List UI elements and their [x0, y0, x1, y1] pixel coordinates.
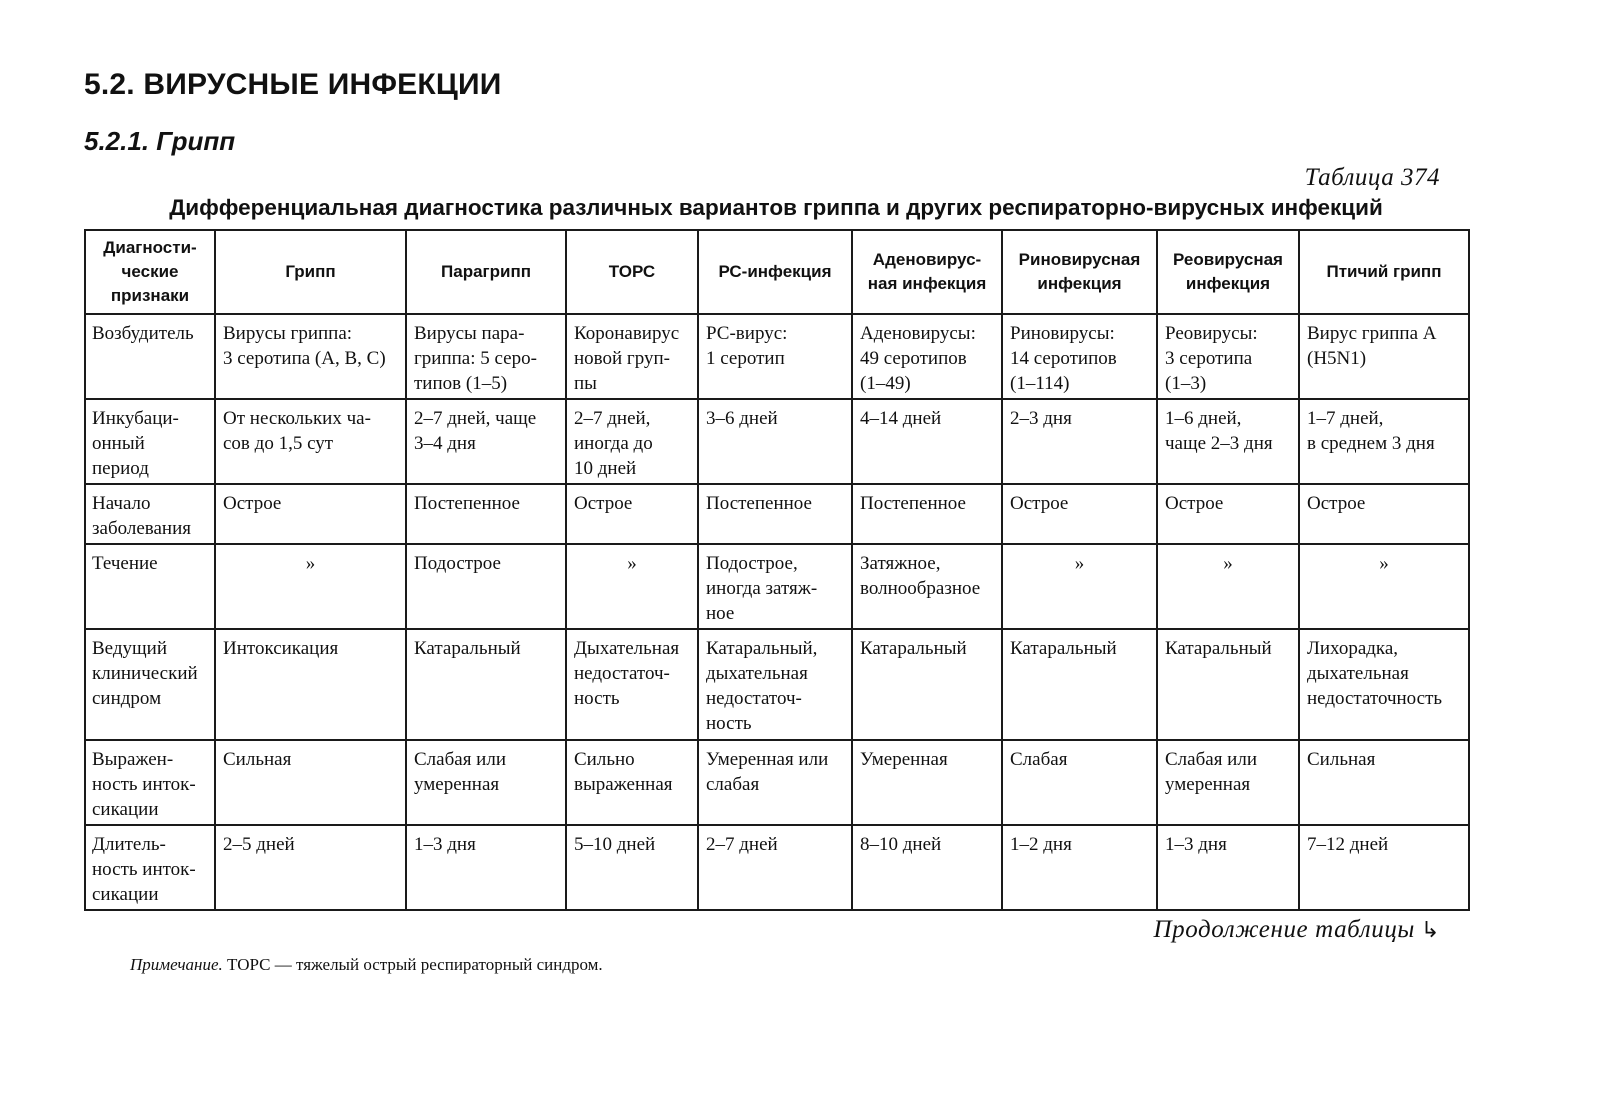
table-row [85, 544, 1469, 629]
table-cell: » [566, 544, 698, 629]
table-cell: Слабая или умеренная [406, 740, 566, 825]
table-cell: Затяжное, волнообразное [852, 544, 1002, 629]
table-cell: Острое [566, 484, 698, 544]
table-cell: 1–3 дня [406, 825, 566, 910]
table-cell: 7–12 дней [1299, 825, 1469, 910]
table-cell: Острое [1002, 484, 1157, 544]
table-title: Дифференциальная диагностика различных вариантов гриппа и других респираторно-вирусных инфекций [169, 195, 1383, 220]
table-cell: Сильная [1299, 740, 1469, 825]
table-cell: Катаральный [406, 629, 566, 740]
table-cell: Острое [1157, 484, 1299, 544]
table-cell: » [1299, 544, 1469, 629]
table-cell: 2–7 дней, иногда до 10 дней [566, 399, 698, 484]
table-row [85, 399, 1469, 484]
table-cell: 2–3 дня [1002, 399, 1157, 484]
table-cell: От нескольких ча- сов до 1,5 сут [215, 399, 406, 484]
table-cell: 5–10 дней [566, 825, 698, 910]
table-row [85, 314, 1469, 399]
table-cell: Слабая [1002, 740, 1157, 825]
table-cell: 1–2 дня [1002, 825, 1157, 910]
right-turn-arrow-icon: ↳ [1420, 917, 1440, 942]
note-text: ТОРС — тяжелый острый респираторный синдром. [222, 955, 603, 974]
table-note [130, 955, 603, 975]
column-header: РС-инфекция [698, 230, 852, 314]
row-header: Выражен- ность инток- сикации [85, 740, 215, 825]
note-lead: Примечание. [130, 955, 223, 974]
table-cell: Вирус гриппа А (H5N1) [1299, 314, 1469, 399]
diagnosis-table [84, 229, 1470, 911]
table-cell: Сильная [215, 740, 406, 825]
table-cell: РС-вирус: 1 серотип [698, 314, 852, 399]
table-cell: Реовирусы: 3 серотипа (1–3) [1157, 314, 1299, 399]
table-row [85, 484, 1469, 544]
table-cell: Аденовирусы: 49 серотипов (1–49) [852, 314, 1002, 399]
table-cell: 2–7 дней [698, 825, 852, 910]
table-cell: Риновирусы: 14 серотипов (1–114) [1002, 314, 1157, 399]
row-header: Возбудитель [85, 314, 215, 399]
section-title: 5.2. ВИРУСНЫЕ ИНФЕКЦИИ [84, 68, 502, 101]
table-row [85, 740, 1469, 825]
table-cell: 1–6 дней, чаще 2–3 дня [1157, 399, 1299, 484]
table-cell: Сильно выраженная [566, 740, 698, 825]
table-cell: Постепенное [406, 484, 566, 544]
table-cell: 8–10 дней [852, 825, 1002, 910]
table-cell: Катаральный [852, 629, 1002, 740]
table-cell: Подострое, иногда затяж- ное [698, 544, 852, 629]
table-cell: Катаральный [1157, 629, 1299, 740]
column-header: Птичий грипп [1299, 230, 1469, 314]
table-cell: 2–7 дней, чаще 3–4 дня [406, 399, 566, 484]
column-header: Грипп [215, 230, 406, 314]
table-header-row [85, 230, 1469, 314]
table-cell: Коронавирус новой груп- пы [566, 314, 698, 399]
column-header: Парагрипп [406, 230, 566, 314]
table-row [85, 629, 1469, 740]
table-cell: Катаральный [1002, 629, 1157, 740]
table-cell: Вирусы гриппа: 3 серотипа (А, В, С) [215, 314, 406, 399]
row-header: Течение [85, 544, 215, 629]
table-cell: Лихорадка, дыхательная недостаточность [1299, 629, 1469, 740]
table-cell: 1–3 дня [1157, 825, 1299, 910]
column-header: Реовирусная инфекция [1157, 230, 1299, 314]
table-cell: 1–7 дней, в среднем 3 дня [1299, 399, 1469, 484]
table-continuation [1153, 916, 1440, 944]
table-cell: Умеренная или слабая [698, 740, 852, 825]
continuation-label: Продолжение таблицы [1153, 916, 1415, 943]
table-cell: Слабая или умеренная [1157, 740, 1299, 825]
table-cell: Интоксикация [215, 629, 406, 740]
table-cell: » [1157, 544, 1299, 629]
table-cell: » [215, 544, 406, 629]
table-cell: Подострое [406, 544, 566, 629]
table-cell: 4–14 дней [852, 399, 1002, 484]
table-row [85, 825, 1469, 910]
table-cell: Вирусы пара- гриппа: 5 серо- типов (1–5) [406, 314, 566, 399]
table-cell: Постепенное [852, 484, 1002, 544]
table-cell: Острое [215, 484, 406, 544]
column-header: Аденовирус- ная инфекция [852, 230, 1002, 314]
column-header: Риновирусная инфекция [1002, 230, 1157, 314]
row-header: Инкубаци- онный период [85, 399, 215, 484]
row-header: Ведущий клинический синдром [85, 629, 215, 740]
table-cell: Постепенное [698, 484, 852, 544]
row-header: Начало заболевания [85, 484, 215, 544]
column-header: Диагности- ческие признаки [85, 230, 215, 314]
subsection-title: 5.2.1. Грипп [84, 126, 236, 156]
table-cell: 3–6 дней [698, 399, 852, 484]
table-cell: Катаральный, дыхательная недостаточ- ность [698, 629, 852, 740]
row-header: Длитель- ность инток- сикации [85, 825, 215, 910]
table-cell: Дыхательная недостаточ- ность [566, 629, 698, 740]
table-cell: Умеренная [852, 740, 1002, 825]
table-cell: 2–5 дней [215, 825, 406, 910]
table-label: Таблица 374 [1304, 164, 1440, 191]
table-cell: Острое [1299, 484, 1469, 544]
column-header: ТОРС [566, 230, 698, 314]
table-cell: » [1002, 544, 1157, 629]
